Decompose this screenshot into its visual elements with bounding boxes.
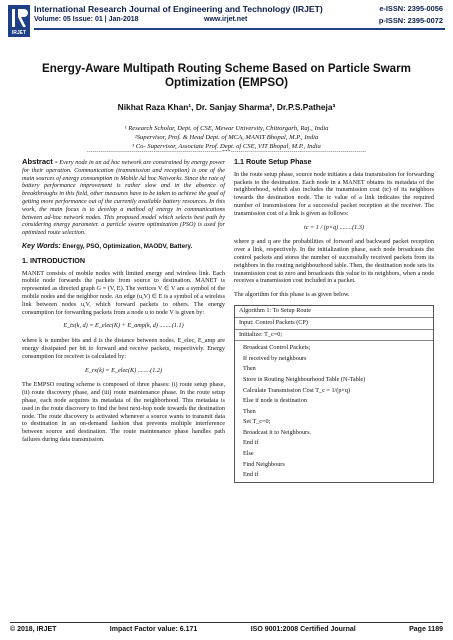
footer-impact-factor: Impact Factor value: 6.171 — [109, 626, 198, 633]
algorithm-box — [234, 305, 434, 483]
section-heading-route-setup: 1.1 Route Setup Phase — [234, 157, 312, 166]
e-issn: e-ISSN: 2395-0056 — [379, 4, 443, 13]
algorithm-line: Find Neighbours — [243, 460, 285, 468]
abstract-text: Every node in an ad hoc network are constrained by energy power for their operation. Communication (transmission and reception) is one of the main sources of energy consumption in Mobile Ad hoc Networks. Since the rate of battery performance improvement is rather slow and in the absence of breakthroughs in this field, other measures have to be taken to achieve the goal of getting more performance out of the currently available battery resources. In this work, the main focus is to develop a method of energy in communications between ad-hoc network nodes. This proposed model which selects best path by considering energy parameter. a particle swarm optimization (PSO) is used for optimized route selection. — [22, 159, 225, 237]
algorithm-line: Else — [243, 450, 254, 458]
affiliation-2: ²Supervisor, Prof. & Head Dept. of MCA, MANIT Bhopal, M.P., India — [134, 134, 319, 141]
affiliation-1: ¹ Research Scholar, Dept. of CSE, Mewar University, Chittorgarh, Raj., India — [124, 125, 329, 132]
footer-copyright: © 2018, IRJET — [10, 626, 57, 633]
section-heading-introduction: 1. INTRODUCTION — [22, 255, 86, 265]
footer-page-number: Page 1189 — [409, 626, 443, 633]
algorithm-line: End if — [243, 471, 259, 479]
affiliation-3: ³ Co- Supervisor, Associate Prof. Dept. of CSE, VIT Bhopal, M.P., India — [132, 143, 321, 150]
algorithm-init: Initialize: T_c=0; — [235, 330, 433, 342]
paper-title: Energy-Aware Multipath Routing Scheme Based on Particle Swarm Optimization (EMPSO) — [42, 62, 411, 89]
route-setup-paragraph-3: The algorithm for this phase is as given below. — [234, 291, 350, 299]
intro-paragraph-1: MANET consists of mobile nodes with limited energy and wireless link. Each mobile node forwards the packets from source to destination. MANET is represented as directed graph G = (V, E). The vertices V ∈ V are a symbol of the mobile nodes and the neighbor node. An edge (u,V) ∈ E is a symbol of a wireless link between nodes u,V, which forward packets to others. The energy consumption for forwarding packets from a node u to node V is given by: — [22, 269, 226, 316]
algorithm-line: Store in Routing Neighbourhood Table (N-Table) — [243, 375, 366, 383]
algorithm-line: Set T_c=0; — [243, 418, 271, 426]
intro-paragraph-2: where k is number bits and d is the distance between nodes. E_elec, E_amp are energy dissipated per bit to forward and receive packets, respectively. Energy consumption for receiver is calculated by: — [22, 337, 225, 360]
abstract-heading: Abstract - — [22, 157, 58, 166]
abstract — [22, 158, 225, 237]
svg-text:IRJET: IRJET — [11, 30, 27, 36]
algorithm-line: If received by neighbours — [243, 354, 307, 362]
equation-1-1: E_tx(k, d) = E_elec(K) + E_amp(k, d) ........(1.1) — [63, 322, 184, 330]
paper-authors: Nikhat Raza Khan¹, Dr. Sanjay Sharma², Dr.P.S.Patheja³ — [117, 102, 336, 112]
keywords-label: Key Words: — [22, 242, 61, 250]
header-rule — [34, 28, 445, 30]
journal-header — [0, 0, 453, 50]
algorithm-line: Then — [243, 407, 256, 415]
irjet-logo — [8, 5, 30, 37]
journal-name: International Research Journal of Engineering and Technology (IRJET) — [34, 4, 323, 14]
keywords — [22, 243, 225, 251]
equation-1-2: E_rx(k) = E_elec(K) ........(1.2) — [84, 366, 163, 374]
route-setup-paragraph-1: In the route setup phase, source node initiates a data transmission for forwarding packets to the destination. Each node in a MANET obtains its metadata of the neighborhood, which also includes the transmission cost (tc) of its neighbors towards the destination node. The tc value of a link indicates the required number of transmissions for a successful packet reception at the receiver. The transmission cost of a link is given as follows: — [234, 170, 434, 217]
route-setup-paragraph-2: where p and q are the probabilities of forward and backward packet reception over a link, respectively. In the initialization phase, each node broadcasts the control packets and stores the number of successfully received packets from its neighbors in the routing neighbourhood table. Then, the destination node sets its transmission cost to zero and broadcasts this value to its neighbors, when a node receives a transmission cost included in a packet. — [234, 238, 434, 285]
page-footer — [10, 622, 443, 633]
intro-paragraph-3: The EMPSO routing scheme is composed of three phases: (i) route setup phase, (ii) route discovery phase, and (iii) route maintenance phase. In the route setup phase, each node acquires its metadata of the neighborhood. This metadata is used in the route discovery to find the best next-hop node towards the destination node. The route discovery is activated whenever a source wants to transmit data to destination in an on-demand fashion that prevents multiple interference between source and destination. The route maintenance phase handles path failures during data transmission. — [22, 381, 225, 443]
algorithm-line: Broadcast Control Packets; — [243, 344, 311, 352]
section-separator: ---------------------------------------------------------------------***--------------------------------------------------------------------- — [86, 150, 367, 155]
algorithm-body — [235, 341, 433, 482]
equation-1-3: tc = 1 / (p×q) ........(1.3) — [304, 223, 364, 231]
left-column — [22, 158, 225, 450]
algorithm-line: Else if node is destination — [243, 397, 307, 405]
keywords-value: Energy, PSO, Optimization, MAODV, Battery. — [62, 242, 193, 250]
algorithm-line: Then — [243, 365, 256, 373]
algorithm-line: End if — [243, 439, 259, 447]
algorithm-title: Algorithm 1: To Setup Route — [235, 306, 433, 318]
algorithm-line: Calculate Transmission Cost T_c = 1/(p×q) — [243, 386, 351, 394]
algorithm-line: Broadcast it to Neighbours. — [243, 428, 312, 436]
algorithm-input: Input: Control Packets (CP) — [235, 318, 433, 330]
volume-issue: Volume: 05 Issue: 01 | Jan-2018 — [34, 16, 139, 23]
footer-iso: ISO 9001:2008 Certified Journal — [250, 626, 356, 633]
right-column — [234, 158, 434, 483]
journal-website[interactable]: www.irjet.net — [204, 16, 248, 23]
p-issn: p-ISSN: 2395-0072 — [378, 16, 443, 25]
